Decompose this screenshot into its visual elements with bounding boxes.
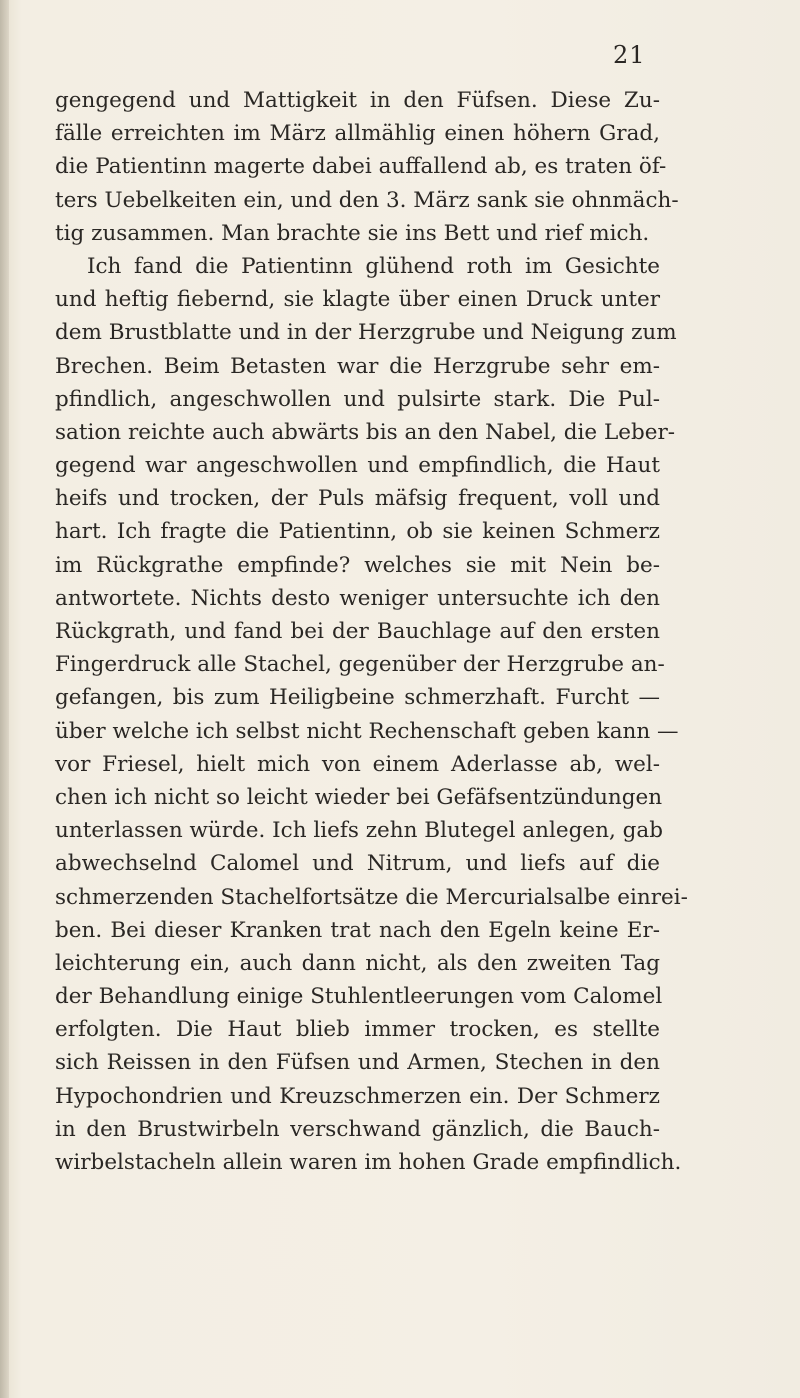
text-line: sich Reissen in den Füfsen und Armen, Stechen in den [55, 1050, 660, 1076]
text-line: antwortete. Nichts desto weniger untersuchte ich den [55, 585, 660, 611]
text-line: gegend war angeschwollen und empfindlich, die Haut [55, 453, 660, 479]
text-line: tig zusammen. Man brachte sie ins Bett und rief mich. [55, 220, 650, 246]
text-line: Brechen. Beim Betasten war die Herzgrube sehr em- [55, 353, 660, 379]
body-text [55, 84, 688, 1179]
text-line: Hypochondrien und Kreuzschmerzen ein. Der Schmerz [55, 1083, 660, 1109]
page-number: 21 [613, 41, 646, 69]
text-line: vor Friesel, hielt mich von einem Aderlasse ab, wel- [55, 751, 660, 777]
text-line: und heftig fiebernd, sie klagte über einen Druck unter [55, 287, 660, 313]
text-line: sation reichte auch abwärts bis an den Nabel, die Leber- [55, 419, 675, 445]
text-line: wirbelstacheln allein waren im hohen Grade empfindlich. [55, 1150, 682, 1175]
text-line: ters Uebelkeiten ein, und den 3. März sank sie ohnmäch- [55, 187, 679, 213]
text-line: über welche ich selbst nicht Rechenschaft geben kann — [55, 718, 679, 744]
text-line: heifs und trocken, der Puls mäfsig frequent, voll und [55, 486, 660, 512]
text-line: Ich fand die Patientinn glühend roth im Gesichte [87, 253, 660, 279]
text-line: dem Brustblatte und in der Herzgrube und Neigung zum [55, 320, 677, 346]
text-line: gefangen, bis zum Heiligbeine schmerzhaft. Furcht — [55, 685, 660, 711]
text-line: fälle erreichten im März allmählig einen höhern Grad, [55, 121, 660, 147]
text-line: die Patientinn magerte dabei auffallend ab, es traten öf- [55, 154, 667, 180]
text-line: der Behandlung einige Stuhlentleerungen vom Calomel [55, 984, 663, 1010]
text-line: pfindlich, angeschwollen und pulsirte stark. Die Pul- [55, 386, 660, 412]
text-line: ben. Bei dieser Kranken trat nach den Egeln keine Er- [55, 917, 660, 943]
text-line: erfolgten. Die Haut blieb immer trocken, es stellte [55, 1017, 660, 1043]
text-line: leichterung ein, auch dann nicht, als den zweiten Tag [55, 950, 660, 976]
text-line: Rückgrath, und fand bei der Bauchlage auf den ersten [55, 619, 660, 644]
text-line: gengegend und Mattigkeit in den Füfsen. Diese Zu- [55, 88, 660, 113]
text-line: unterlassen würde. Ich liefs zehn Blutegel anlegen, gab [55, 818, 663, 844]
text-line: im Rückgrathe empfinde? welches sie mit Nein be- [55, 552, 660, 578]
text-line: abwechselnd Calomel und Nitrum, und liefs auf die [55, 851, 660, 877]
text-line: chen ich nicht so leicht wieder bei Gefäfsentzündungen [55, 784, 663, 810]
text-line: Fingerdruck alle Stachel, gegenüber der Herzgrube an- [55, 652, 665, 678]
text-line: in den Brustwirbeln verschwand gänzlich, die Bauch- [55, 1116, 660, 1142]
page-spine-shadow [0, 0, 9, 1398]
text-line: hart. Ich fragte die Patientinn, ob sie keinen Schmerz [55, 519, 660, 545]
text-line: schmerzenden Stachelfortsätze die Mercurialsalbe einrei- [55, 884, 688, 910]
